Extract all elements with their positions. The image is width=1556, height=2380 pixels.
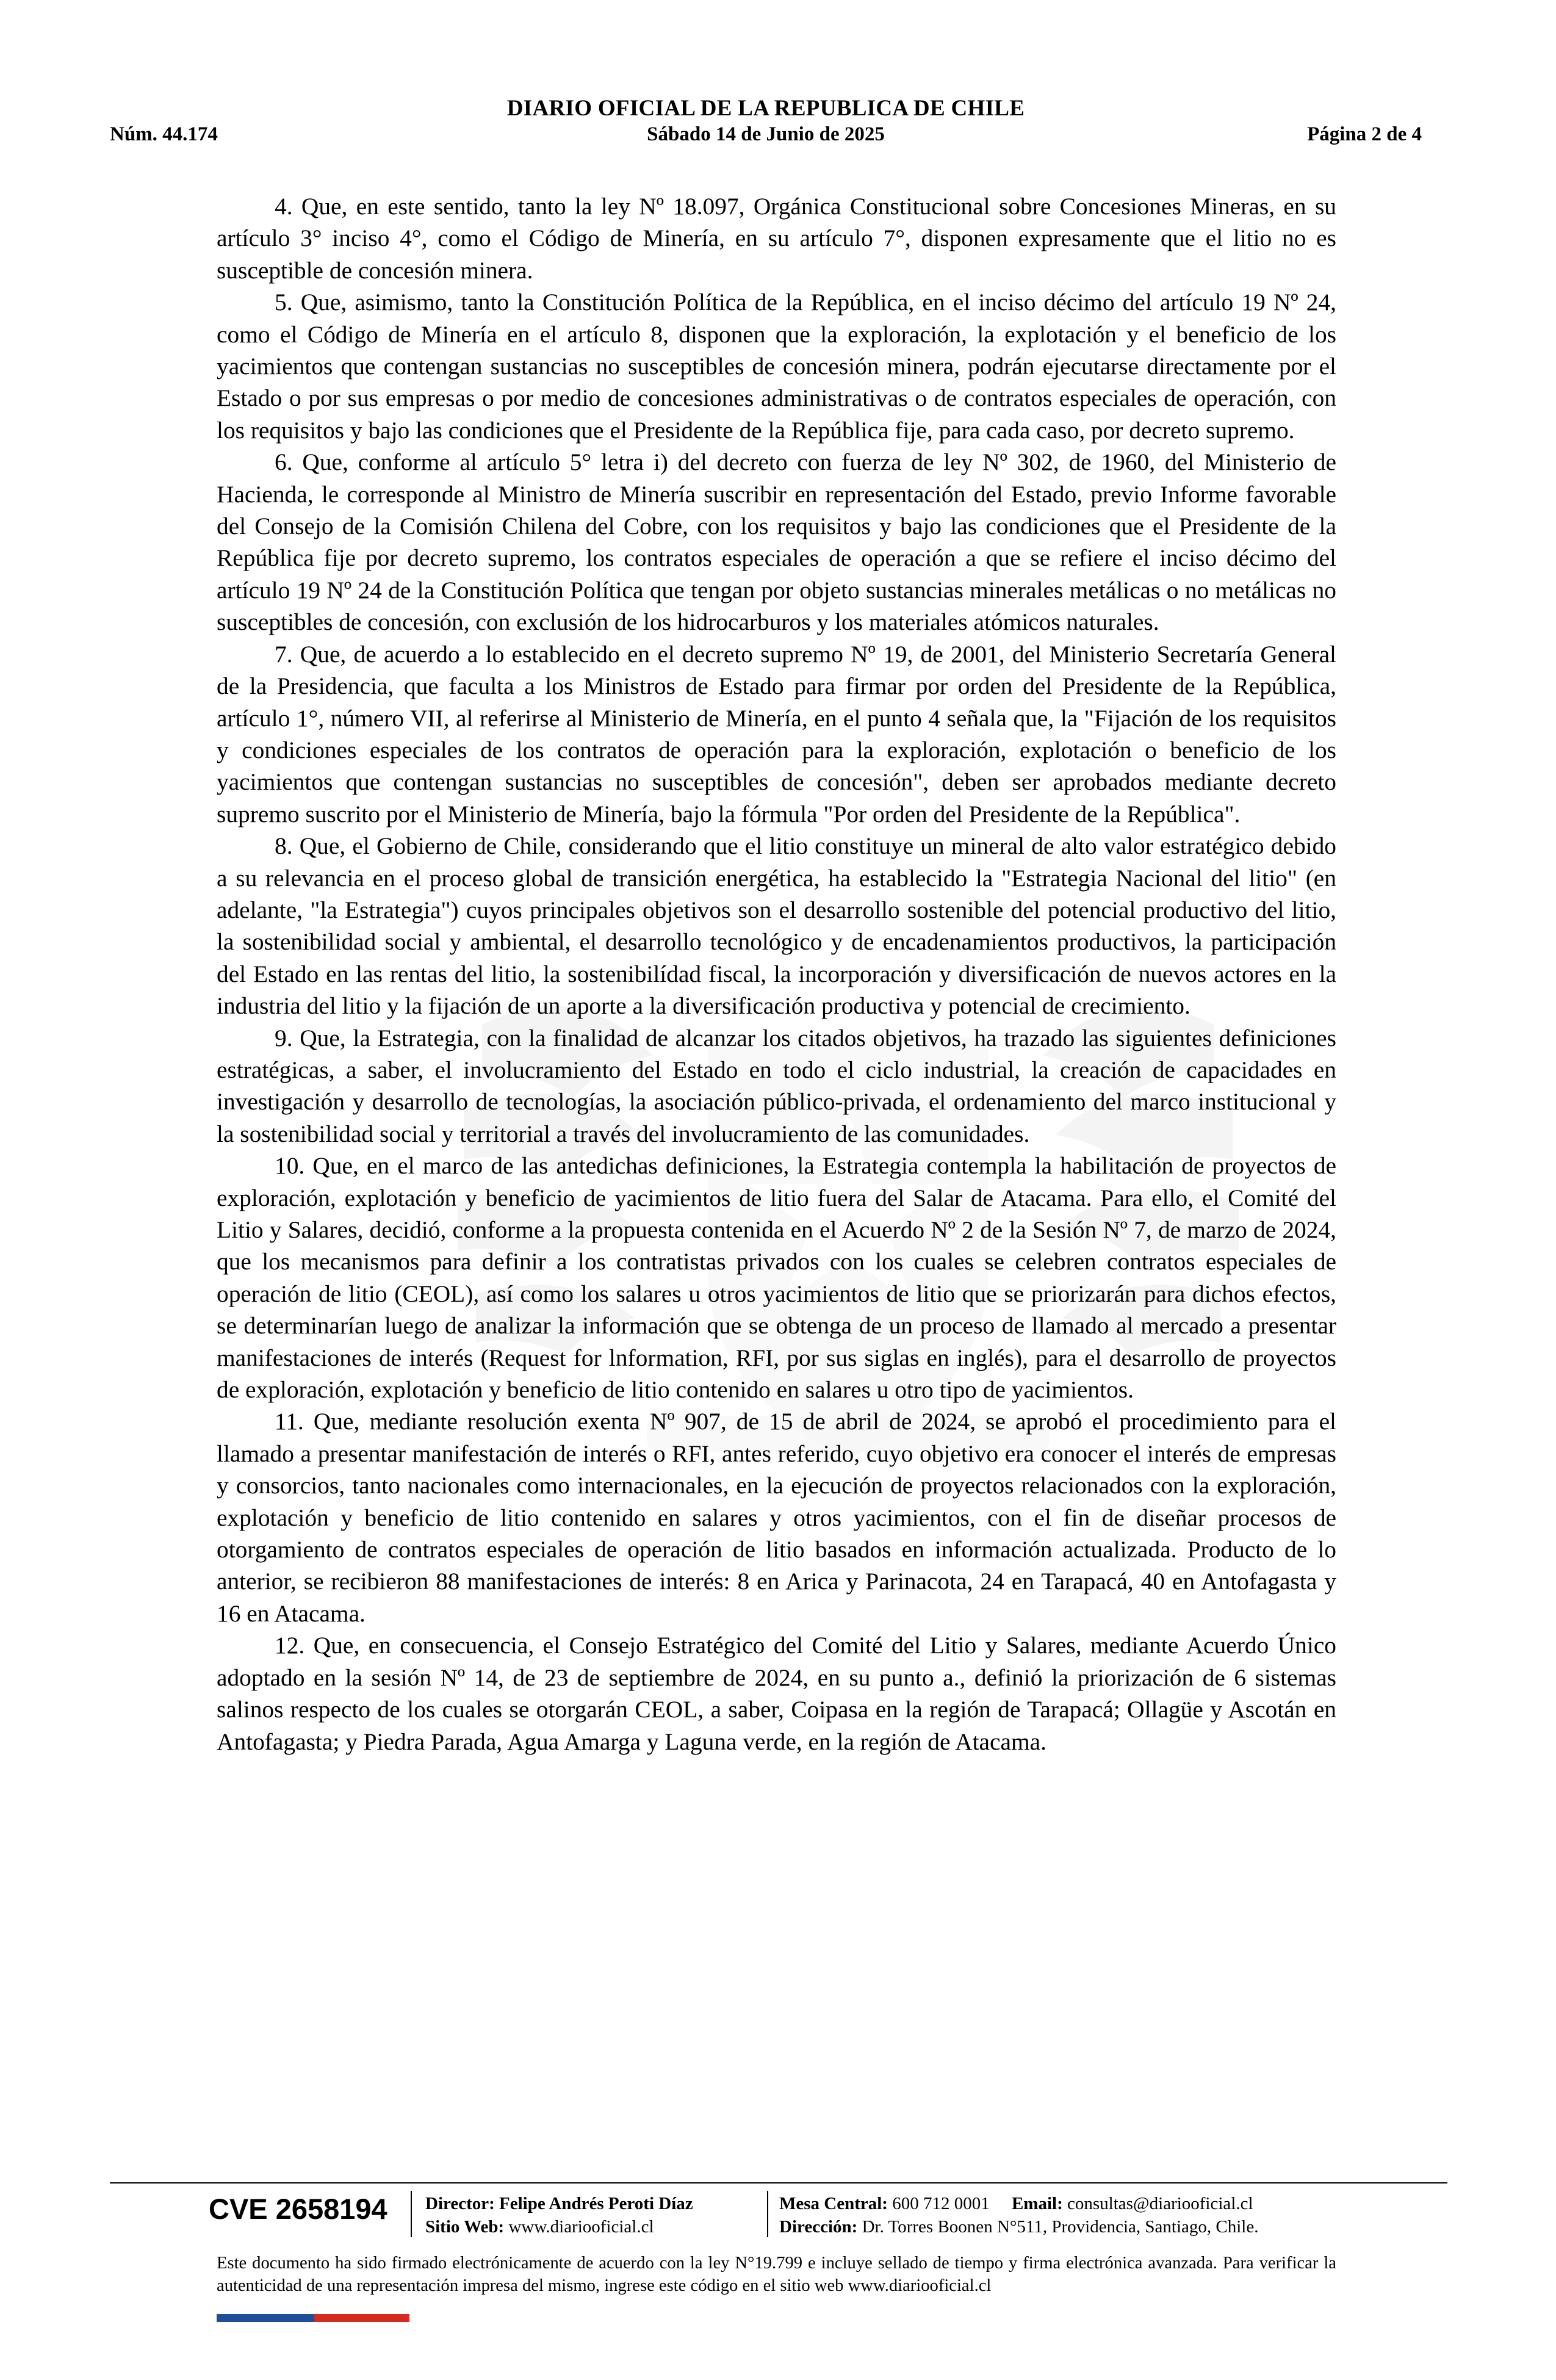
website-line (425, 2215, 693, 2238)
publication-title: DIARIO OFICIAL DE LA REPUBLICA DE CHILE (506, 96, 1025, 121)
phone-value: 600 712 0001 (892, 2194, 990, 2213)
paragraph-9: 9. Que, la Estrategia, con la finalidad de alcanzar los citados objetivos, ha trazado las siguientes definiciones estratégicas, a saber, el involucramiento del Estado en todo el ciclo industrial, la creación de capacidades en investigación y desarrollo de tecnologías, la asociación público-privada, el ordenamiento del marco institucional y la sostenibilidad social y territorial a través del involucramiento de las comunidades. (217, 1024, 1336, 1147)
flag-red-segment (314, 2314, 409, 2322)
address-value: Dr. Torres Boonen N°511, Providencia, Santiago, Chile. (862, 2217, 1259, 2237)
cve-code: CVE 2658194 (209, 2193, 387, 2225)
address-line (779, 2215, 1258, 2238)
issue-number: Núm. 44.174 (110, 123, 218, 145)
email-link[interactable]: consultas@diariooficial.cl (1067, 2194, 1253, 2213)
director-label: Director: (425, 2194, 495, 2213)
footer-separator (767, 2191, 768, 2237)
footer-divider (110, 2182, 1447, 2183)
paragraph-8: 8. Que, el Gobierno de Chile, considerando que el litio constituye un mineral de alto valor estratégico debido a su relevancia en el proceso global de transición energética, ha establecido la "Estrategia Nacional del litio" (en adelante, "la Estrategia") cuyos principales objetivos son el desarrollo sostenible del potencial productivo del litio, la sostenibilidad social y ambiental, el desarrollo tecnológico y de encadenamientos productivos, la participación del Estado en las rentas del litio, la sostenibilídad fiscal, la incorporación y diversificación de nuevos actores en la industria del litio y la fijación de un aporte a la diversificación productiva y potencial de crecimiento. (217, 832, 1336, 1020)
website-link[interactable]: www.diariooficial.cl (508, 2217, 654, 2237)
footer-contact-block (779, 2192, 1258, 2238)
paragraph-7: 7. Que, de acuerdo a lo establecido en el decreto supremo Nº 19, de 2001, del Ministerio Secretaría General de la Presidencia, que faculta a los Ministros de Estado para firmar por orden del Presidente de la República, artículo 1°, número VII, al referirse al Ministerio de Minería, en el punto 4 señala que, la "Fijación de los requisitos y condiciones especiales de los contratos de operación para la exploración, explotación o beneficio de los yacimientos que contengan sustancias no susceptibles de concesión", deben ser aprobados mediante decreto supremo suscrito por el Ministerio de Minería, bajo la fórmula "Por orden del Presidente de la República". (217, 640, 1336, 828)
paragraph-10: 10. Que, en el marco de las antedichas definiciones, la Estrategia contempla la habilitación de proyectos de exploración, explotación y beneficio de yacimientos de litio fuera del Salar de Atacama. Para ello, el Comité del Litio y Salares, decidió, conforme a la propuesta contenida en el Acuerdo Nº 2 de la Sesión Nº 7, de marzo de 2024, que los mecanismos para definir a los contratistas privados con los cuales se celebren contratos especiales de operación de litio (CEOL), así como los salares u otros yacimientos de litio que se priorizarán para dichos efectos, se determinarían luego de analizar la información que se obtenga de un proceso de llamado al mercado a presentar manifestaciones de interés (Request for lnformation, RFI, por sus siglas en inglés), para el desarrollo de proyectos de exploración, explotación y beneficio de litio contenido en salares u otro tipo de yacimientos. (217, 1152, 1336, 1404)
email-label: Email: (1011, 2194, 1063, 2213)
footer-separator (411, 2191, 412, 2237)
website-label: Sitio Web: (425, 2217, 505, 2237)
paragraph-6: 6. Que, conforme al artículo 5° letra i) del decreto con fuerza de ley Nº 302, de 1960, del Ministerio de Hacienda, le corresponde al Ministro de Minería suscribir en representación del Estado, previo Informe favorable del Consejo de la Comisión Chilena del Cobre, con los requisitos y bajo las condiciones que el Presidente de la República fije por decreto supremo, los contratos especiales de operación a que se refiere el inciso décimo del artículo 19 Nº 24 de la Constitución Política que tengan por objeto sustancias minerales metálicas o no metálicas no susceptibles de concesión, con exclusión de los hidrocarburos y los materiales atómicos naturales. (217, 449, 1336, 636)
paragraph-4: 4. Que, en este sentido, tanto la ley Nº 18.097, Orgánica Constitucional sobre Concesiones Mineras, en su artículo 3° inciso 4°, como el Código de Minería, en su artículo 7°, disponen expresamente que el litio no es susceptible de concesión minera. (217, 193, 1336, 284)
address-label: Dirección: (779, 2217, 858, 2237)
director-line (425, 2192, 693, 2215)
document-body (217, 190, 1336, 1758)
flag-blue-segment (217, 2314, 314, 2322)
electronic-signature-note: Este documento ha sido firmado electrónicamente de acuerdo con la ley N°19.799 e incluye sellado de tiempo y firma electrónica avanzada. Para verificar la autenticidad de una representación impresa del mismo, ingrese este código en el sitio web www.diariooficial.cl (217, 2254, 1336, 2295)
director-name: Felipe Andrés Peroti Díaz (499, 2194, 693, 2213)
paragraph-12: 12. Que, en consecuencia, el Consejo Estratégico del Comité del Litio y Salares, mediante Acuerdo Único adoptado en la sesión Nº 14, de 23 de septiembre de 2024, en su punto a., definió la priorización de 6 sistemas salinos respecto de los cuales se otorgarán CEOL, a saber, Coipasa en la región de Tarapacá; Ollagüe y Ascotán en Antofagasta; y Piedra Parada, Agua Amarga y Laguna verde, en la región de Atacama. (217, 1632, 1336, 1755)
paragraph-5: 5. Que, asimismo, tanto la Constitución Política de la República, en el inciso décimo del artículo 19 Nº 24, como el Código de Minería en el artículo 8, disponen que la exploración, la explotación y el beneficio de los yacimientos que contengan sustancias no susceptibles de concesión minera, podrán ejecutarse directamente por el Estado o por sus empresas o por medio de concesiones administrativas o de contratos especiales de operación, con los requisitos y bajo las condiciones que el Presidente de la República fije, para cada caso, por decreto supremo. (217, 289, 1336, 444)
phone-email-line (779, 2192, 1258, 2215)
flag-color-bar (217, 2314, 409, 2322)
footer-director-block (425, 2192, 693, 2238)
paragraph-11: 11. Que, mediante resolución exenta Nº 907, de 15 de abril de 2024, se aprobó el procedimiento para el llamado a presentar manifestación de interés o RFI, antes referido, cuyo objetivo era conocer el interés de empresas y consorcios, tanto nacionales como internacionales, en la ejecución de proyectos relacionados con la exploración, explotación y beneficio de litio contenido en salares y otros yacimientos, con el fin de diseñar procesos de otorgamiento de contratos especiales de operación de litio basados en información actualizada. Producto de lo anterior, se recibieron 88 manifestaciones de interés: 8 en Arica y Parinacota, 24 en Tarapacá, 40 en Antofagasta y 16 en Atacama. (217, 1408, 1336, 1627)
issue-date: Sábado 14 de Junio de 2025 (647, 123, 885, 145)
page-header (110, 92, 1422, 153)
phone-label: Mesa Central: (779, 2194, 888, 2213)
page-number: Página 2 de 4 (1307, 123, 1422, 145)
